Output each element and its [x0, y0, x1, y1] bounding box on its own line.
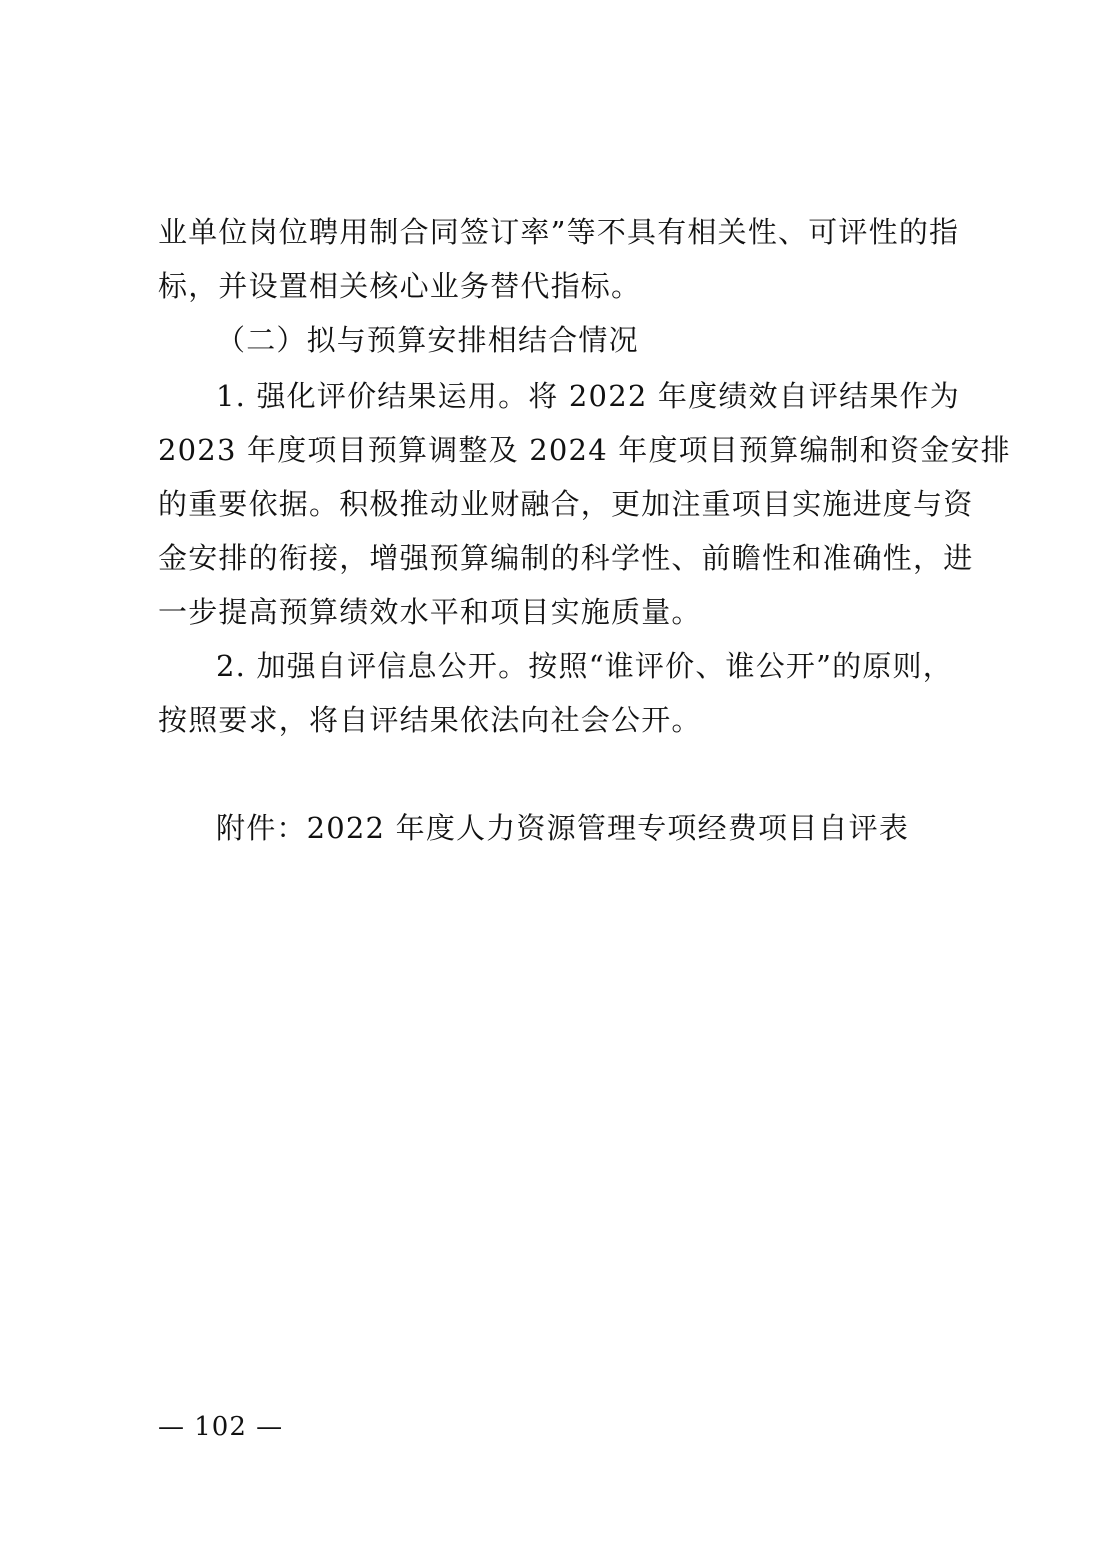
paragraph-2-line-4: 金安排的衔接，增强预算编制的科学性、前瞻性和准确性，进	[158, 541, 974, 575]
attachment-note: 附件：2022 年度人力资源管理专项经费项目自评表	[216, 811, 910, 845]
paragraph-2-line-5: 一步提高预算绩效水平和项目实施质量。	[158, 595, 702, 629]
paragraph-3-line-2: 按照要求，将自评结果依法向社会公开。	[158, 703, 702, 737]
page-number: — 102 —	[158, 1412, 284, 1442]
paragraph-3-line-1: 2. 加强自评信息公开。按照“谁评价、谁公开”的原则，	[216, 649, 953, 683]
paragraph-1-line-2: 标，并设置相关核心业务替代指标。	[158, 269, 642, 303]
paragraph-2-line-3: 的重要依据。积极推动业财融合，更加注重项目实施进度与资	[158, 487, 974, 521]
section-heading: （二）拟与预算安排相结合情况	[216, 323, 639, 357]
paragraph-2-line-2: 2023 年度项目预算调整及 2024 年度项目预算编制和资金安排	[158, 433, 1011, 467]
paragraph-1-line-1: 业单位岗位聘用制合同签订率”等不具有相关性、可评性的指	[158, 215, 960, 249]
paragraph-2-line-1: 1. 强化评价结果运用。将 2022 年度绩效自评结果作为	[216, 379, 960, 413]
